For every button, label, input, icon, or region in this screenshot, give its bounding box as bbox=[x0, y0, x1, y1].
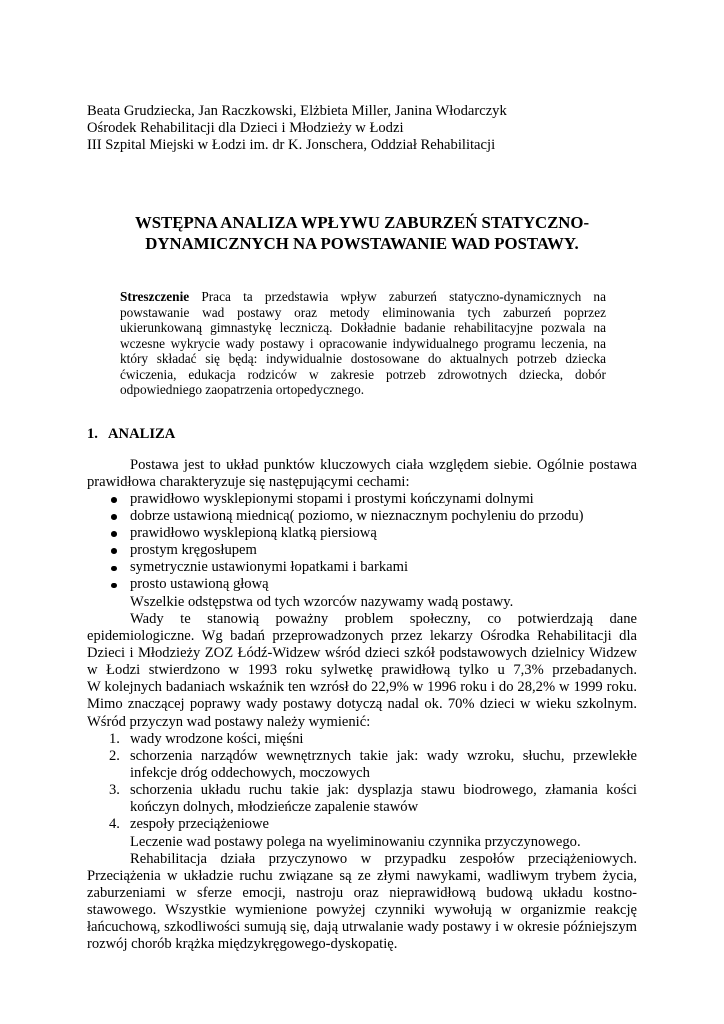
cause-list-item bbox=[87, 816, 637, 833]
paragraph-line: Przeciążenia w układzie ruchu związane są ze złymi nawykami, wadliwym trybem życia, bbox=[87, 867, 637, 884]
cause-text-continuation: infekcje dróg oddechowych, moczowych bbox=[130, 765, 370, 782]
cause-text: schorzenia narządów wewnętrznych takie jak: wady wzroku, słuchu, przewlekłe bbox=[130, 747, 637, 764]
paragraph-line: Wszelkie odstępstwa od tych wzorców nazywamy wadą postawy. bbox=[130, 593, 514, 610]
paragraph-line: Wady te stanowią poważny problem społeczny, co potwierdzają dane bbox=[130, 610, 637, 627]
feature-list-item bbox=[87, 542, 637, 559]
cause-text-continuation: kończyn dolnych, młodzieńcze zapalenie stawów bbox=[130, 799, 419, 816]
feature-text: dobrze ustawioną miednicą( poziomo, w nieznacznym pochyleniu do przodu) bbox=[130, 507, 584, 524]
bullet-icon bbox=[111, 566, 117, 572]
cause-text: schorzenia układu ruchu takie jak: dysplazja stawu biodrowego, złamania kości bbox=[130, 782, 637, 799]
paragraph-line: w Łodzi stwierdzono w 1993 roku sylwetkę prawidłową tylko u 7,3% przebadanych. bbox=[87, 662, 637, 679]
paragraph-line: stawowego. Wszystkie wymienione powyżej czynniki wywołują w organizmie reakcję bbox=[87, 902, 637, 919]
bullet-icon bbox=[111, 583, 117, 589]
abstract-line: powstawanie wad postawy oraz metody eliminowania tych zaburzeń poprzez bbox=[120, 304, 606, 320]
bullet-icon bbox=[111, 548, 117, 554]
abstract-line: odpowiedniego zaopatrzenia ortopedycznego. bbox=[120, 382, 365, 398]
paragraph-line: prawidłowa charakteryzuje się następującymi cechami: bbox=[87, 473, 410, 490]
cause-number: 2. bbox=[109, 747, 120, 764]
abstract-line: ukierunkowaną gimnastykę leczniczą. Dokładnie badanie rehabilitacyjne pozwala na bbox=[120, 320, 606, 336]
abstract-line: wczesne wykrycie wady postawy i opracowanie indywidualnego programu leczenia, na bbox=[120, 335, 606, 351]
cause-list-item bbox=[87, 731, 637, 748]
feature-list-item bbox=[87, 525, 637, 542]
feature-list-item bbox=[87, 559, 637, 576]
paragraph-line: Postawa jest to układ punktów kluczowych ciała względem siebie. Ogólnie postawa bbox=[130, 456, 637, 473]
cause-number: 1. bbox=[109, 730, 120, 747]
feature-list-item bbox=[87, 491, 637, 508]
abstract-label: Streszczenie bbox=[120, 289, 190, 305]
feature-text: symetrycznie ustawionymi łopatkami i barkami bbox=[130, 559, 409, 576]
bullet-icon bbox=[111, 497, 117, 503]
abstract-line: który składać się będą: indywidualnie dostosowane do aktualnych potrzeb dziecka bbox=[120, 351, 606, 367]
paragraph-line: zaburzeniami w sferze emocji, nastroju oraz nieprawidłową budową układu kostno- bbox=[87, 885, 637, 902]
feature-list-item bbox=[87, 576, 637, 593]
section-body bbox=[87, 457, 637, 954]
affiliation-line: III Szpital Miejski w Łodzi im. dr K. Jonschera, Oddział Rehabilitacji bbox=[87, 136, 496, 153]
feature-text: prosto ustawioną głową bbox=[130, 576, 269, 593]
author-affiliation-block bbox=[87, 103, 507, 154]
cause-text: zespoły przeciążeniowe bbox=[130, 816, 269, 833]
cause-text: wady wrodzone kości, mięśni bbox=[130, 730, 304, 747]
section-heading bbox=[87, 426, 175, 443]
paragraph-line: epidemiologiczne. Wg badań przeprowadzonych przez lekarzy Ośrodka Rehabilitacji dla bbox=[87, 627, 637, 644]
paragraph-line: Mimo znaczącej poprawy wady postawy dotyczą nadal ok. 70% dzieci w wieku szkolnym. bbox=[87, 696, 637, 713]
abstract-text: Praca ta przedstawia wpływ zaburzeń statyczno-dynamicznych na bbox=[201, 289, 606, 305]
paragraph-line: Wśród przyczyn wad postawy należy wymienić: bbox=[87, 713, 371, 730]
bullet-icon bbox=[111, 531, 117, 537]
paper-title-line: WSTĘPNA ANALIZA WPŁYWU ZABURZEŃ STATYCZNO- bbox=[134, 212, 590, 232]
paragraph-line: rozwój chorób krążka międzykręgowego-dyskopatię. bbox=[87, 936, 398, 953]
section-number: 1. bbox=[87, 425, 98, 442]
authors: Beata Grudziecka, Jan Raczkowski, Elżbieta Miller, Janina Włodarczyk bbox=[87, 102, 507, 119]
bullet-icon bbox=[111, 514, 117, 520]
cause-list-item bbox=[87, 748, 637, 765]
paragraph-line: Leczenie wad postawy polega na wyeliminowaniu czynnika przyczynowego. bbox=[130, 833, 581, 850]
section-title: ANALIZA bbox=[108, 425, 176, 442]
feature-text: prawidłowo wysklepioną klatką piersiową bbox=[130, 525, 377, 542]
abstract-line: ćwiczenia, edukacja rodziców w zakresie potrzeb zdrowotnych dziecka, dobór bbox=[120, 366, 606, 382]
paragraph-line: Dzieci i Młodzieży ZOZ Łódź-Widzew wśród dzieci szkół podstawowych dzielnicy Widzew bbox=[87, 645, 637, 662]
abstract-line bbox=[120, 289, 606, 305]
paper-title bbox=[87, 212, 637, 254]
paragraph-line: W kolejnych badaniach wskaźnik ten wzrósł do 22,9% w 1996 roku i do 28,2% w 1999 roku. bbox=[87, 679, 637, 696]
feature-list-item bbox=[87, 508, 637, 525]
cause-number: 3. bbox=[109, 782, 120, 799]
paragraph-line: Rehabilitacja działa przyczynowo w przypadku zespołów przeciążeniowych. bbox=[130, 850, 637, 867]
paper-title-line: DYNAMICZNYCH NA POWSTAWANIE WAD POSTAWY. bbox=[145, 233, 579, 253]
affiliation-line: Ośrodek Rehabilitacji dla Dzieci i Młodzieży w Łodzi bbox=[87, 119, 404, 136]
paragraph-line: łańcuchową, szkodliwości sumują się, dają utrwalanie wady postawy i w okresie późniejszym bbox=[87, 919, 637, 936]
feature-text: prostym kręgosłupem bbox=[130, 542, 257, 559]
cause-number: 4. bbox=[109, 816, 120, 833]
cause-list-item bbox=[87, 782, 637, 799]
abstract bbox=[120, 289, 606, 398]
feature-text: prawidłowo wysklepionymi stopami i prostymi kończynami dolnymi bbox=[130, 490, 534, 507]
